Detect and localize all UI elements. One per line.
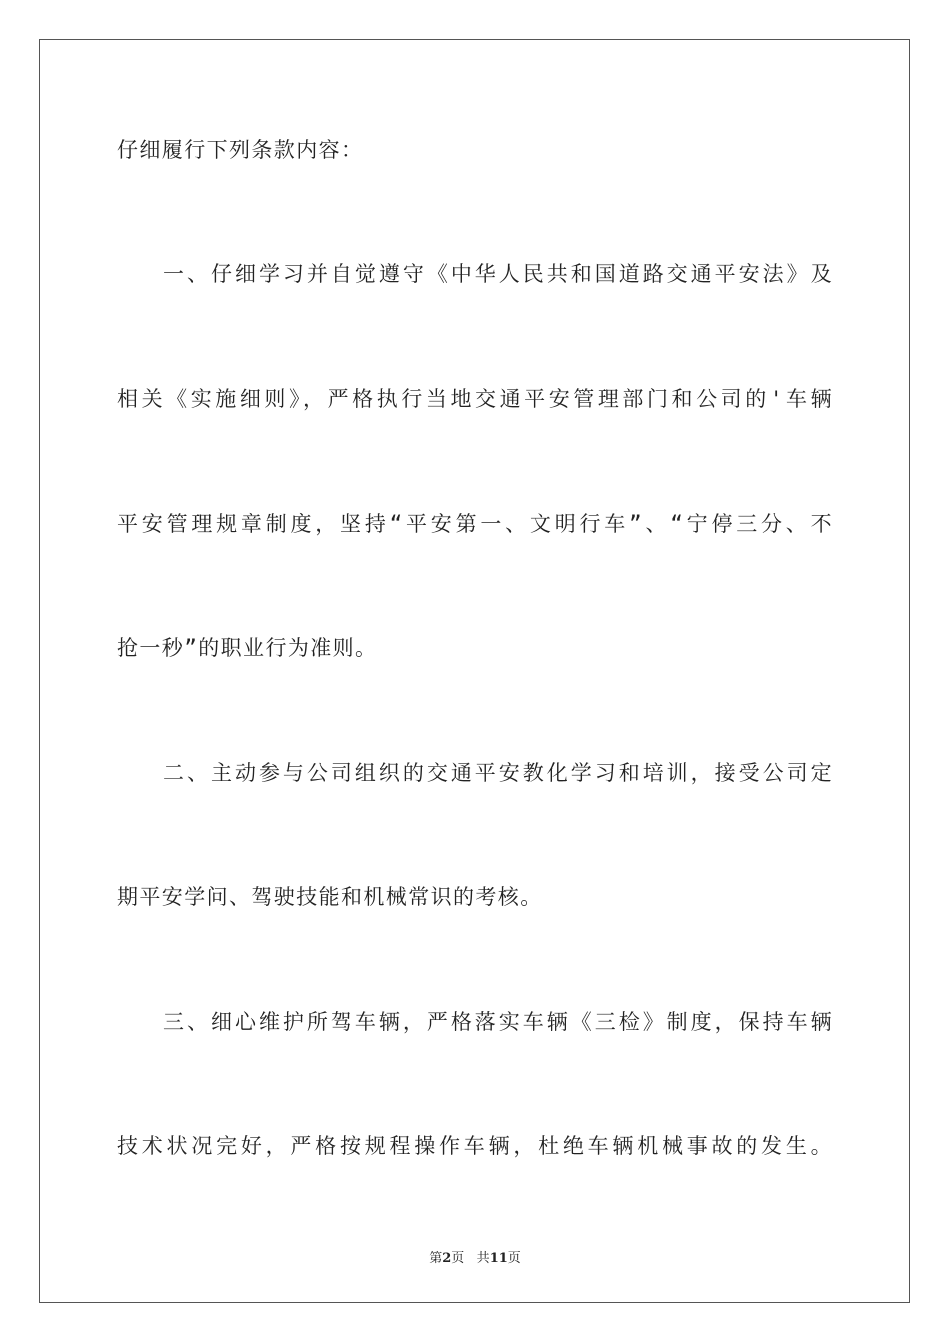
page-footer [0,1247,950,1266]
clause-2-line-2: 期平安学问、驾驶技能和机械常识的考核。 [117,885,543,909]
footer-page-total: 11 [489,1251,508,1266]
clause-1-line-4: 抢一秒”的职业行为准则。 [117,636,378,660]
body-line-intro: 仔细履行下列条款内容： [117,138,364,162]
clause-1-line-1: 一、仔细学习并自觉遵守《中华人民共和国道路交通平安法》及 [163,262,833,286]
page-frame [39,39,910,1303]
footer-total-unit: 页 [507,1251,521,1266]
footer-total-prefix: 共 [476,1251,490,1266]
clause-3-line-1: 三、细心维护所驾车辆，严格落实车辆《三检》制度，保持车辆 [163,1010,833,1034]
clause-1-line-3: 平安管理规章制度，坚持“平安第一、文明行车”、“宁停三分、不 [117,512,833,536]
footer-page-unit: 页 [451,1251,465,1266]
clause-3-line-2: 技术状况完好，严格按规程操作车辆，杜绝车辆机械事故的发生。 [117,1134,833,1158]
clause-2-line-1: 二、主动参与公司组织的交通平安教化学习和培训，接受公司定 [163,761,833,785]
footer-page-prefix: 第 [429,1251,443,1266]
footer-page-current: 2 [442,1251,452,1266]
clause-1-line-2: 相关《实施细则》，严格执行当地交通平安管理部门和公司的'车辆 [117,387,833,411]
